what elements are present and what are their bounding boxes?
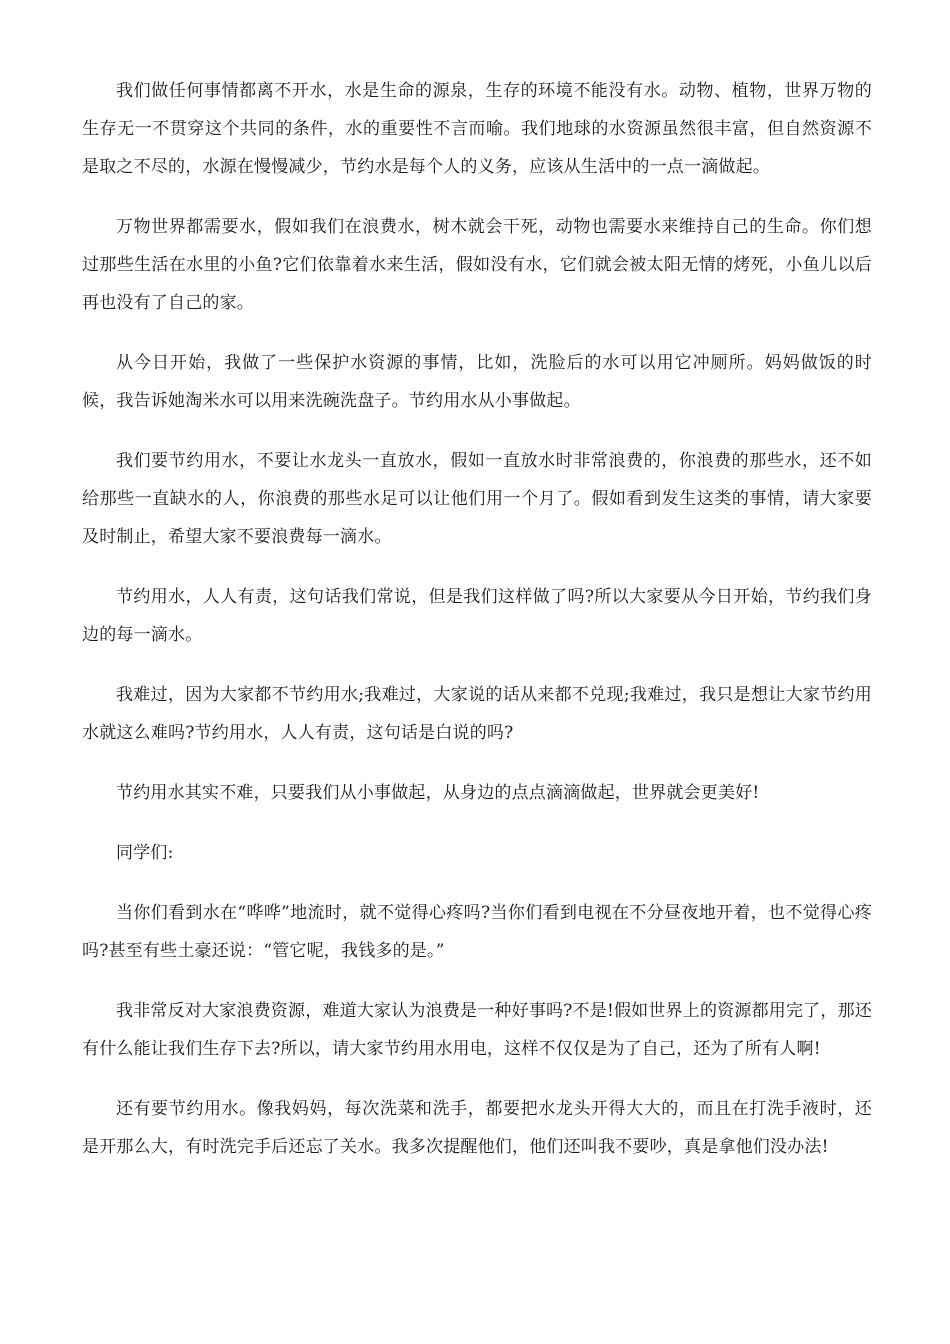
document-page: [82, 72, 872, 1188]
paragraph-2: 万物世界都需要水，假如我们在浪费水，树木就会干死，动物也需要水来维持自己的生命。你们想过那些生活在水里的小鱼?它们依靠着水来生活，假如没有水，它们就会被太阳无情的烤死，小鱼儿以后再也没有了自己的家。: [82, 217, 872, 313]
paragraph-4: 我们要节约用水，不要让水龙头一直放水，假如一直放水时非常浪费的，你浪费的那些水，还不如给那些一直缺水的人，你浪费的那些水足可以让他们用一个月了。假如看到发生这类的事情，请大家要及时制止，希望大家不要浪费每一滴水。: [82, 451, 872, 547]
paragraph-9: 当你们看到水在“哗哗”地流时，就不觉得心疼吗?当你们看到电视在不分昼夜地开着，也不觉得心疼吗?甚至有些土豪还说：“管它呢，我钱多的是。”: [82, 903, 872, 961]
paragraph-3: 从今日开始，我做了一些保护水资源的事情，比如，洗脸后的水可以用它冲厕所。妈妈做饭的时候，我告诉她淘米水可以用来洗碗洗盘子。节约用水从小事做起。: [82, 353, 872, 411]
paragraph-1: 我们做任何事情都离不开水，水是生命的源泉，生存的环境不能没有水。动物、植物，世界万物的生存无一不贯穿这个共同的条件，水的重要性不言而喻。我们地球的水资源虽然很丰富，但自然资源不是取之不尽的，水源在慢慢减少，节约水是每个人的义务，应该从生活中的一点一滴做起。: [82, 81, 872, 177]
paragraph-5: 节约用水，人人有责，这句话我们常说，但是我们这样做了吗?所以大家要从今日开始，节约我们身边的每一滴水。: [82, 587, 872, 645]
paragraph-6: 我难过，因为大家都不节约用水;我难过，大家说的话从来都不兑现;我难过，我只是想让大家节约用水就这么难吗?节约用水，人人有责，这句话是白说的吗?: [82, 685, 872, 743]
paragraph-7: 节约用水其实不难，只要我们从小事做起，从身边的点点滴滴做起，世界就会更美好!: [116, 783, 760, 803]
paragraph-10: 我非常反对大家浪费资源，难道大家认为浪费是一种好事吗?不是!假如世界上的资源都用完了，那还有什么能让我们生存下去?所以，请大家节约用水用电，这样不仅仅是为了自己，还为了所有人啊!: [82, 1001, 872, 1059]
paragraph-11: 还有要节约用水。像我妈妈，每次洗菜和洗手，都要把水龙头开得大大的，而且在打洗手液时，还是开那么大，有时洗完手后还忘了关水。我多次提醒他们，他们还叫我不要吵，真是拿他们没办法!: [82, 1099, 872, 1157]
paragraph-8: 同学们:: [116, 843, 174, 863]
